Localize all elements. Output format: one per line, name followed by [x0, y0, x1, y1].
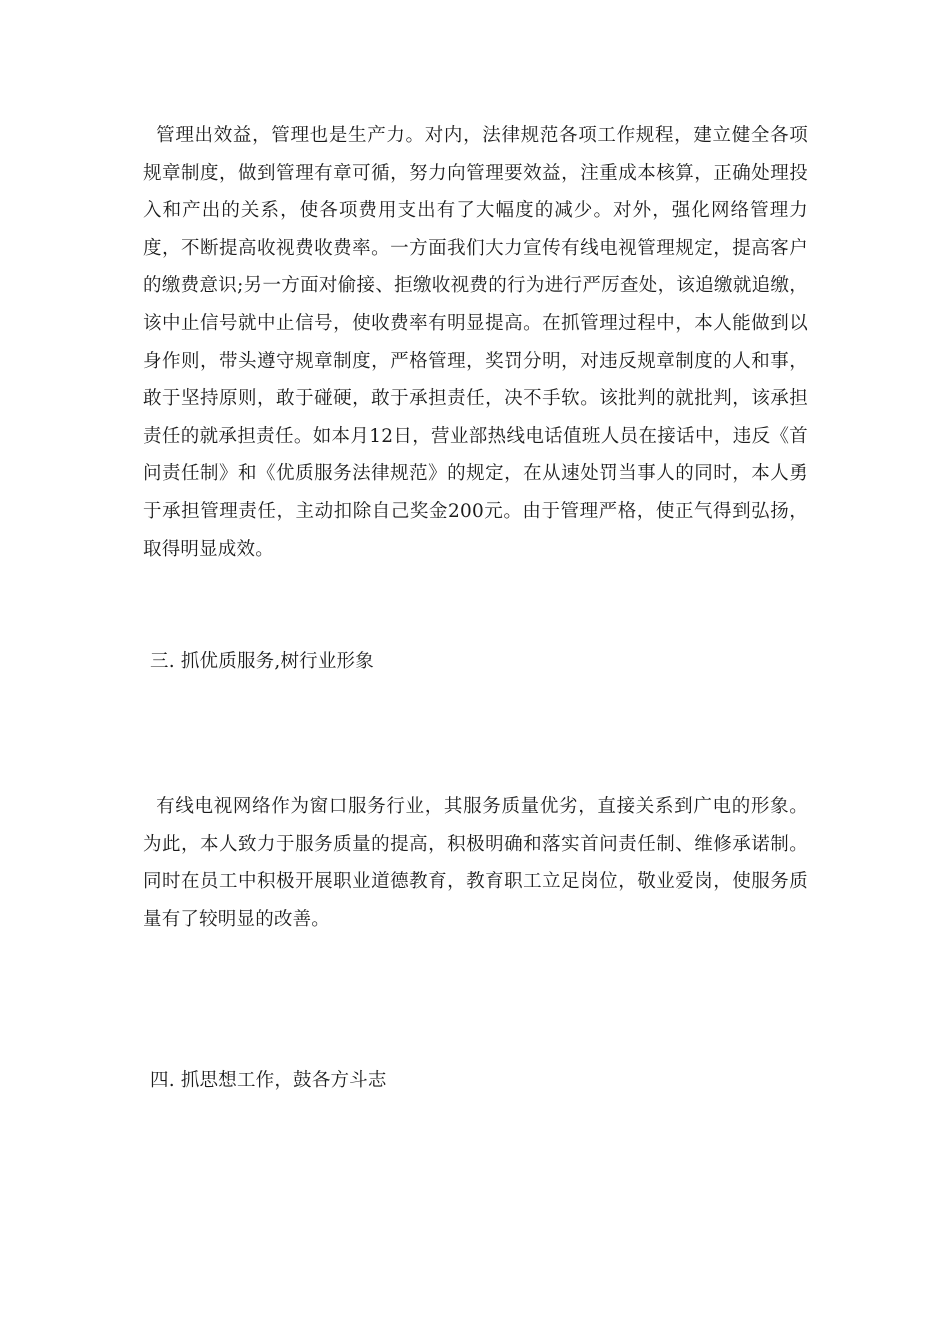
section-heading-4: 四. 抓思想工作，鼓各方斗志 [150, 1070, 387, 1091]
section-heading-3: 三. 抓优质服务,树行业形象 [150, 651, 374, 672]
paragraph-management: 管理出效益，管理也是生产力。对内，法律规范各项工作规程，建立健全各项规章制度，做到管理有章可循，努力向管理要效益，注重成本核算，正确处理投入和产出的关系，使各项费用支出有了大幅度的减少。对外，强化网络管理力度，不断提高收视费收费率。一方面我们大力宣传有线电视管理规定，提高客户的缴费意识;另一方面对偷接、拒缴收视费的行为进行严厉查处，该追缴就追缴，该中止信号就中止信号，使收费率有明显提高。在抓管理过程中，本人能做到以身作则，带头遵守规章制度，严格管理，奖罚分明，对违反规章制度的人和事，敢于坚持原则，敢于碰硬，敢于承担责任，决不手软。该批判的就批判，该承担责任的就承担责任。如本月12日，营业部热线电话值班人员在接话中，违反《首问责任制》和《优质服务法律规范》的规定，在从速处罚当事人的同时，本人勇于承担管理责任，主动扣除自己奖金200元。由于管理严格，使正气得到弘扬，取得明显成效。 [143, 125, 808, 560]
paragraph-service: 有线电视网络作为窗口服务行业，其服务质量优劣，直接关系到广电的形象。为此，本人致力于服务质量的提高，积极明确和落实首问责任制、维修承诺制。同时在员工中积极开展职业道德教育，教育职工立足岗位，敬业爱岗，使服务质量有了较明显的改善。 [143, 796, 808, 930]
